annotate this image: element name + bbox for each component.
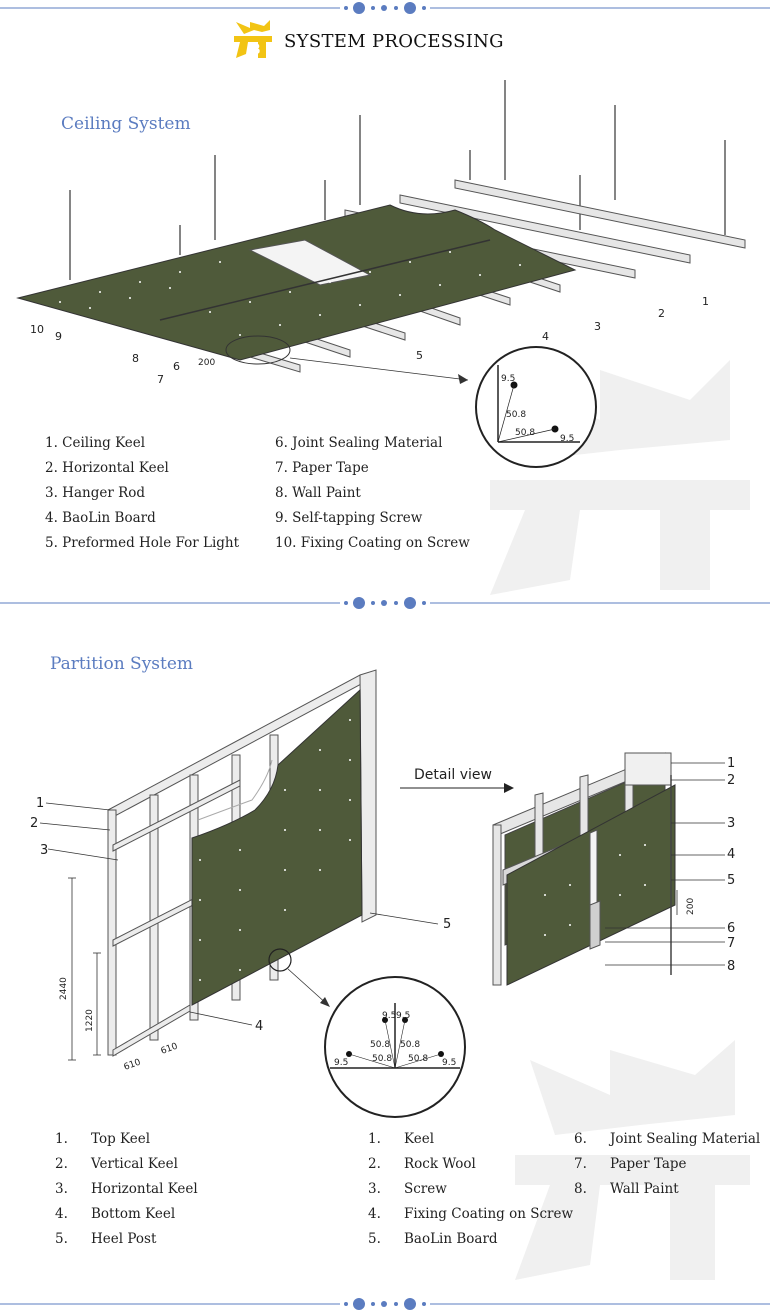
ceiling-detail-d2: 50.8 xyxy=(506,410,527,420)
detail-callout-7: 7 xyxy=(727,936,736,951)
ceiling-callout-4: 4 xyxy=(542,330,549,343)
detail-callout-6: 6 xyxy=(727,921,736,936)
partition-callout-3: 3 xyxy=(40,843,49,858)
pdetail-h: 9.5 xyxy=(442,1058,457,1068)
ceiling-legend-1: 1. Ceiling Keel xyxy=(45,435,146,451)
detail-callout-8: 8 xyxy=(727,959,736,974)
ceiling-callout-7: 7 xyxy=(157,373,164,386)
ceiling-callout-9: 9 xyxy=(55,330,62,343)
partition-callout-4: 4 xyxy=(255,1019,264,1034)
detail-legend-num: 3. xyxy=(368,1181,381,1197)
ceiling-detail-d4: 9.5 xyxy=(560,434,575,444)
page-title: SYSTEM PROCESSING xyxy=(284,31,504,52)
partition-dim-1220: 1220 xyxy=(85,1009,95,1032)
pdetail-g: 9.5 xyxy=(334,1058,349,1068)
detail-legend-wall-paint: Wall Paint xyxy=(610,1181,679,1197)
ceiling-legend-3: 3. Hanger Rod xyxy=(45,485,145,501)
pdetail-c: 50.8 xyxy=(370,1040,391,1050)
partition-legend-num: 3. xyxy=(55,1181,68,1197)
partition-detail-circle xyxy=(320,975,470,1120)
partition-legend-num: 5. xyxy=(55,1231,68,1247)
partition-legend-vertical-keel: Vertical Keel xyxy=(91,1156,178,1172)
pdetail-a: 9.5 xyxy=(382,1011,397,1021)
partition-legend-horizontal-keel: Horizontal Keel xyxy=(91,1181,198,1197)
partition-detail-3d xyxy=(485,745,770,995)
partition-dim-2440: 2440 xyxy=(59,977,69,1000)
detail-legend-num: 2. xyxy=(368,1156,381,1172)
partition-section-title: Partition System xyxy=(50,654,194,674)
detail-view-label: Detail view xyxy=(414,767,492,783)
ceiling-legend-5: 5. Preformed Hole For Light xyxy=(45,535,240,551)
detail-legend-fixing-coating: Fixing Coating on Screw xyxy=(404,1206,574,1222)
ceiling-callout-6: 6 xyxy=(173,360,180,373)
ceiling-detail-circle xyxy=(472,345,602,470)
ceiling-legend-9: 9. Self-tapping Screw xyxy=(275,510,423,526)
partition-legend-num: 2. xyxy=(55,1156,68,1172)
detail-legend-rock-wool: Rock Wool xyxy=(404,1156,476,1172)
detail-callout-2: 2 xyxy=(727,773,736,788)
detail-callout-4: 4 xyxy=(727,847,736,862)
partition-legend-heel-post: Heel Post xyxy=(91,1231,157,1247)
ceiling-detail-d1: 9.5 xyxy=(501,374,516,384)
ceiling-callout-8: 8 xyxy=(132,352,139,365)
pdetail-f: 50.8 xyxy=(408,1054,429,1064)
pdetail-d: 50.8 xyxy=(400,1040,421,1050)
partition-callout-1: 1 xyxy=(36,796,45,811)
partition-legend-num: 1. xyxy=(55,1131,68,1147)
detail-legend-num: 1. xyxy=(368,1131,381,1147)
bottom-divider xyxy=(0,1297,770,1311)
ceiling-legend-6: 6. Joint Sealing Material xyxy=(275,435,443,451)
pdetail-e: 50.8 xyxy=(372,1054,393,1064)
ceiling-legend-4: 4. BaoLin Board xyxy=(45,510,156,526)
detail-callout-3: 3 xyxy=(727,816,736,831)
svg-text:B: B xyxy=(250,42,261,58)
partition-callout-5: 5 xyxy=(443,917,452,932)
partition-legend-bottom-keel: Bottom Keel xyxy=(91,1206,176,1222)
partition-legend-num: 4. xyxy=(55,1206,68,1222)
detail-dim-200: 200 xyxy=(686,897,696,915)
ceiling-callout-10: 10 xyxy=(30,323,44,336)
pdetail-b: 9.5 xyxy=(396,1011,411,1021)
detail-legend-paper-tape: Paper Tape xyxy=(610,1156,687,1172)
detail-legend-num: 5. xyxy=(368,1231,381,1247)
ceiling-diagram xyxy=(0,70,770,480)
ceiling-section-title: Ceiling System xyxy=(61,114,191,134)
ceiling-legend-10: 10. Fixing Coating on Screw xyxy=(275,535,470,551)
detail-callout-5: 5 xyxy=(727,873,736,888)
top-divider xyxy=(0,1,770,15)
detail-legend-num: 6. xyxy=(574,1131,587,1147)
detail-legend-baolin-board: BaoLin Board xyxy=(404,1231,498,1247)
detail-legend-keel: Keel xyxy=(404,1131,435,1147)
detail-callout-1: 1 xyxy=(727,756,736,771)
partition-callout-2: 2 xyxy=(30,816,39,831)
ceiling-callout-3: 3 xyxy=(594,320,601,333)
detail-legend-num: 7. xyxy=(574,1156,587,1172)
baolin-board xyxy=(18,205,575,360)
ceiling-callout-5: 5 xyxy=(416,349,423,362)
partition-legend-top-keel: Top Keel xyxy=(91,1131,151,1147)
ceiling-detail-d3: 50.8 xyxy=(515,428,536,438)
detail-legend-num: 8. xyxy=(574,1181,587,1197)
detail-legend-joint-sealing: Joint Sealing Material xyxy=(610,1131,761,1147)
ceiling-legend-8: 8. Wall Paint xyxy=(275,485,361,501)
partition-dim-610b: 610 xyxy=(159,1041,180,1057)
ceiling-legend-2: 2. Horizontal Keel xyxy=(45,460,169,476)
detail-legend-num: 4. xyxy=(368,1206,381,1222)
ceiling-legend-7: 7. Paper Tape xyxy=(275,460,369,476)
baolin-logo-icon xyxy=(230,18,276,60)
ceiling-callout-1: 1 xyxy=(702,295,709,308)
partition-dim-610a: 610 xyxy=(122,1057,143,1073)
ceiling-callout-2: 2 xyxy=(658,307,665,320)
ceiling-dim-200: 200 xyxy=(198,358,216,368)
detail-legend-screw: Screw xyxy=(404,1181,447,1197)
